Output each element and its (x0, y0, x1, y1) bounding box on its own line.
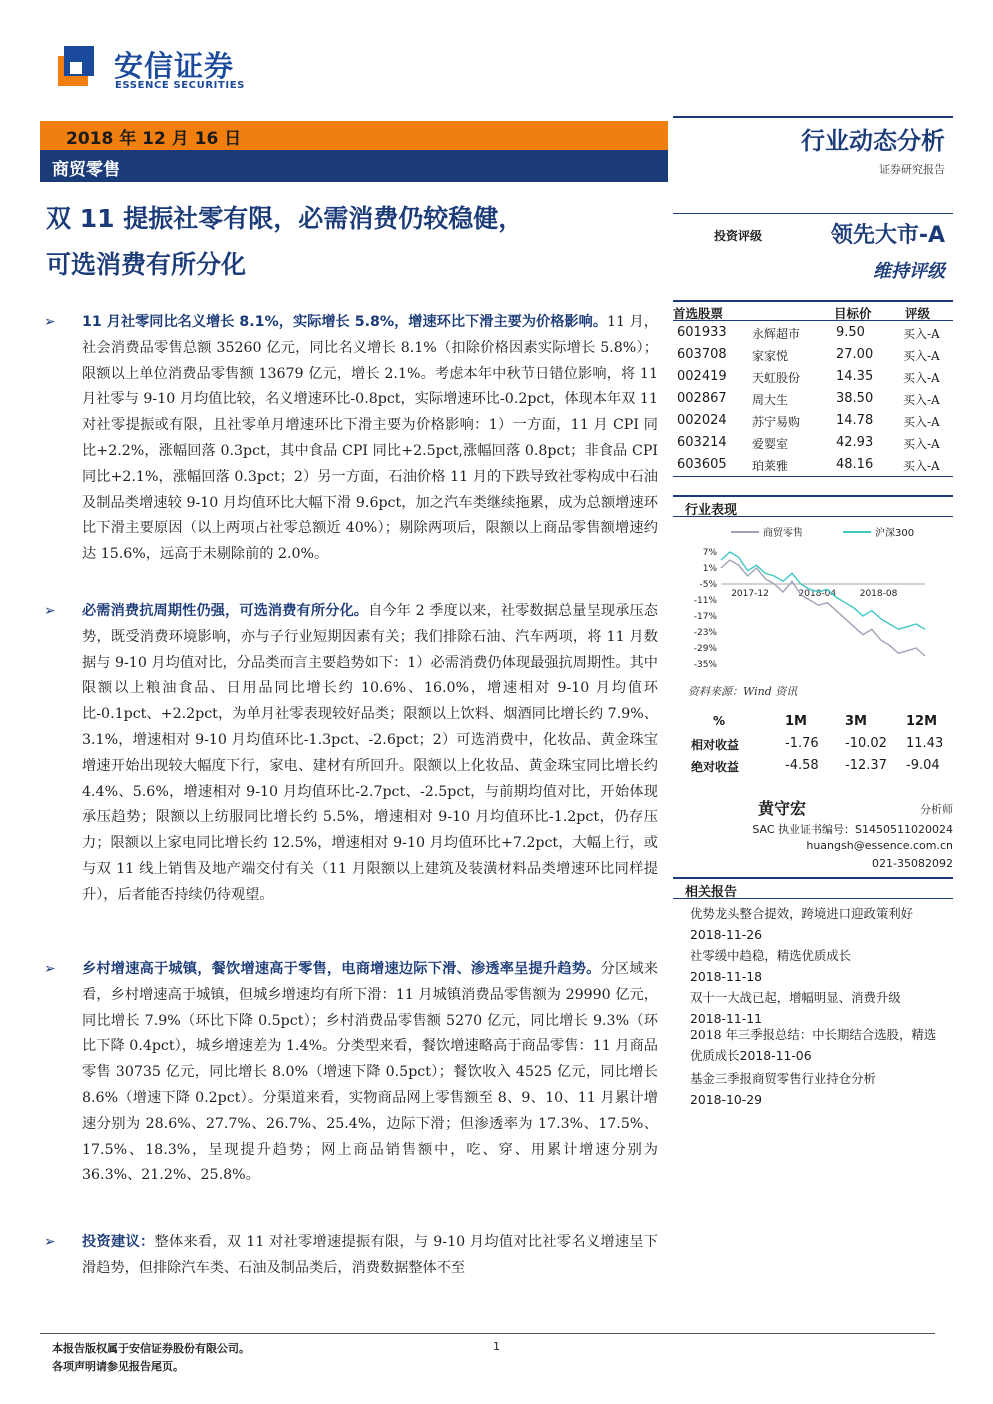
related-report-title: 基金三季报商贸零售行业持仓分析 (690, 1071, 876, 1086)
divider (673, 213, 953, 214)
source-note: 资料来源：Wind 资讯 (688, 685, 798, 698)
related-report-item[interactable] (690, 903, 948, 945)
stock-name: 家家悦 (752, 349, 789, 363)
footer-disclaimer: 各项声明请参见报告尾页。 (52, 1360, 184, 1373)
related-report-date: 2018-11-11 (690, 1011, 763, 1026)
x-tick-label: 2018-08 (859, 589, 898, 599)
related-title: 相关报告 (673, 877, 953, 899)
series-line-0 (721, 560, 925, 656)
related-report-item[interactable] (690, 1024, 948, 1066)
stock-rating: 买入-A (903, 415, 940, 429)
perf-label: 相对收益 (691, 738, 740, 752)
perf-value: -12.37 (845, 758, 887, 773)
headline-line1: 双 11 提振社零有限，必需消费仍较稳健， (46, 204, 524, 233)
body-paragraph (44, 599, 658, 941)
header-target: 目标价 (834, 306, 872, 321)
bullet-arrow-icon: ➢ (44, 314, 56, 330)
analyst-phone: 021-35082092 (872, 857, 953, 870)
industry-line-chart (673, 518, 953, 678)
perf-header: % (713, 714, 726, 728)
paragraph-lead: 必需消费抗周期性仍强，可选消费有所分化。 (82, 603, 369, 619)
rating-value: 领先大市-A (830, 223, 945, 248)
stock-target: 38.50 (836, 391, 874, 406)
divider (673, 476, 953, 477)
stock-name: 苏宁易购 (752, 415, 801, 429)
footer-divider (40, 1333, 935, 1334)
stock-name: 永辉超市 (752, 327, 801, 341)
bullet-arrow-icon: ➢ (44, 603, 56, 619)
stock-name: 珀莱雅 (752, 459, 789, 473)
bullet-arrow-icon: ➢ (44, 961, 56, 977)
perf-value: -9.04 (906, 758, 940, 773)
page-number: 1 (493, 1340, 500, 1353)
stock-target: 48.16 (836, 457, 874, 472)
stock-rating: 买入-A (903, 349, 940, 363)
performance-table (673, 711, 953, 777)
related-report-title: 社零缓中趋稳，精选优质成长 (690, 948, 852, 963)
related-report-title: 双十一大战已起，增幅明显、消费升级 (690, 990, 901, 1005)
perf-header: 12M (906, 714, 938, 729)
stock-code: 603605 (677, 457, 727, 472)
stock-name: 爱婴室 (752, 437, 789, 451)
stock-rating: 买入-A (903, 437, 940, 451)
paragraph-text: 分区域来看，乡村增速高于城镇，但城乡增速均有所下滑：11 月城镇消费品零售额为 29990 亿元，同比增长 7.9%（环比下降 0.5pct）；乡村消费品零售额 5270 亿元，同比增长 9.3%（环比下降 0.4pct），城乡增速差为 1.4%。分类型来看，餐饮增速略高于商品零售：11 月商品零售 30735 亿元，同比增长 8.0%（增速下降 0.5pct）；餐饮收入 4525 亿元，同比增长 8.6%（增速下降 0.2pct）。分渠道来看，实物商品网上零售额至 8、9、10、11 月累计增速分别为 28.6%、27.7%、26.7%、25.4%，边际下滑；但渗透率为 17.3%、17.5%、17.5%、18.3%，呈现提升趋势；网上商品销售额中，吃、穿、用累计增速分别为 36.3%、21.2%、25.8%。 (82, 961, 658, 1184)
y-tick-label: -5% (699, 580, 717, 590)
report-body (44, 310, 658, 1298)
legend-label: 沪深300 (875, 528, 915, 539)
divider (673, 116, 953, 118)
y-tick-label: -23% (693, 628, 717, 638)
stock-table-header (673, 300, 953, 321)
logo-name-cn: 安信证券 (114, 49, 235, 83)
related-report-date: 2018-11-06 (739, 1048, 812, 1063)
performance-row (673, 733, 953, 755)
stock-rating: 买入-A (903, 327, 940, 341)
stock-name: 天虹股份 (752, 371, 801, 385)
stock-code: 601933 (677, 325, 727, 340)
company-logo (52, 42, 267, 102)
stock-row (673, 322, 953, 344)
x-tick-label: 2017-12 (731, 589, 769, 599)
header-rating: 评级 (905, 306, 931, 321)
y-tick-label: -17% (693, 612, 717, 622)
stock-target: 27.00 (836, 347, 874, 362)
footer-copyright: 本报告版权属于安信证券股份有限公司。 (52, 1342, 250, 1355)
perf-value: -1.76 (785, 736, 819, 751)
perf-value: 11.43 (906, 736, 944, 751)
related-report-date: 2018-10-29 (690, 1092, 763, 1107)
stock-row (673, 366, 953, 388)
analyst-cert: SAC 执业证书编号：S1450511020024 (752, 823, 953, 836)
stock-code: 002024 (677, 413, 727, 428)
stock-row (673, 410, 953, 432)
perf-header: 1M (785, 714, 807, 729)
paragraph-text: 11 月，社会消费品零售总额 35260 亿元，同比名义增长 8.1%（扣除价格因素实际增长 5.8%）；限额以上单位消费品零售额 13679 亿元，增长 2.1%。考虑本年中秋节日错位影响，将 11 月社零与 9-10 月均值比较，名义增速环比-0.8pct，实际增速环比-0.2pct，体现本年双 11 对社零提振或有限，且社零单月增速环比下滑主要为价格影响：1）一方面，11 月 CPI 同比+2.2%，涨幅回落 0.3pct，其中食品 CPI 同比+2.5pct,涨幅回落 0.8pct；非食品 CPI 同比+2.1%，涨幅回落 0.3pct；2）另一方面，石油价格 11 月的下跌导致社零构成中石油及制品类增速较 9-10 月均值环比大幅下滑 9.6pct，加之汽车类继续拖累，成为总额增速环比下滑主要原因（以上两项占社零总额近 40%）；剔除两项后，限额以上商品零售额增速约达 15.6%，远高于未剔除前的 2.0%。 (82, 314, 658, 563)
industry-title: 行业表现 (673, 495, 953, 517)
stock-code: 603708 (677, 347, 727, 362)
paragraph-lead: 乡村增速高于城镇，餐饮增速高于零售，电商增速边际下滑、渗透率呈提升趋势。 (82, 961, 601, 977)
stock-target: 42.93 (836, 435, 874, 450)
rating-note: 维持评级 (873, 261, 945, 282)
sector-name: 商贸零售 (52, 160, 120, 180)
report-type: 行业动态分析 (801, 127, 945, 155)
y-tick-label: -11% (693, 596, 717, 606)
analyst-email[interactable]: huangsh@essence.com.cn (806, 839, 953, 852)
paragraph-lead: 投资建议： (82, 1234, 155, 1250)
perf-value: -4.58 (785, 758, 819, 773)
legend-label: 商贸零售 (763, 528, 803, 539)
headline (46, 196, 523, 288)
related-report-item[interactable] (690, 945, 948, 987)
y-tick-label: 7% (702, 548, 717, 558)
related-report-title: 优势龙头整合提效，跨境进口迎政策利好 (690, 906, 914, 921)
stock-row (673, 432, 953, 454)
sector-bar (40, 150, 668, 182)
stock-name: 周大生 (752, 393, 789, 407)
paragraph-text: 自今年 2 季度以来，社零数据总量呈现承压态势，既受消费环境影响，亦与子行业短期因素有关；我们排除石油、汽车两项，将 11 月数据与 9-10 月均值对比，分品类而言主要趋势如下：1）必需消费仍体现最强抗周期性。其中限额以上粮油食品、日用品同比增长约 10.6%、16.0%，增速相对 9-10 月均值环比-0.1pct、+2.2pct，为单月社零表现较好品类；限额以上饮料、烟酒同比增长约 7.9%、3.1%，增速相对 9-10 月均值环比-1.3pct、-2.6pct；2）可选消费中，化妆品、黄金珠宝增速开始出现较大幅度下行，家电、建材有所回升。限额以上化妆品、黄金珠宝同比增长约 4.4%、5.6%，增速相对 9-10 月均值环比-2.7pct、-2.5pct，与前期均值对比，开始体现承压趋势；限额以上纺服同比增长约 5.5%，增速相对 9-10 月均值环比-1.2pct，仍存压力；限额以上家电同比增长约 12.5%，增速相对 9-10 月均值环比+7.2pct，大幅上行，或与双 11 线上销售及地产端交付有关（11 月限额以上建筑及装潢材料品类增速环比同样提升），后者能否持续仍待观望。 (82, 603, 658, 903)
analyst-role: 分析师 (920, 803, 953, 816)
stock-code: 002419 (677, 369, 727, 384)
stock-target: 14.78 (836, 413, 874, 428)
y-tick-label: 1% (702, 564, 717, 574)
bullet-arrow-icon: ➢ (44, 1234, 56, 1250)
stock-rating: 买入-A (903, 371, 940, 385)
related-report-title: 2018 年三季报总结：中长期结合选股，精选优质成长 (690, 1027, 937, 1063)
body-paragraph (44, 957, 658, 1214)
y-tick-label: -35% (693, 660, 717, 670)
date-bar (40, 121, 668, 150)
logo-mark-icon (52, 42, 100, 94)
performance-header (673, 711, 953, 733)
paragraph-lead: 11 月社零同比名义增长 8.1%，实际增长 5.8%，增速环比下滑主要为价格影响。 (82, 314, 608, 330)
stock-row (673, 454, 953, 476)
stock-code: 603214 (677, 435, 727, 450)
y-tick-label: -29% (693, 644, 717, 654)
perf-header: 3M (845, 714, 867, 729)
stock-code: 002867 (677, 391, 727, 406)
perf-value: -10.02 (845, 736, 887, 751)
report-subtype: 证券研究报告 (879, 163, 945, 176)
related-report-date: 2018-11-26 (690, 927, 763, 942)
body-paragraph (44, 310, 658, 583)
logo-name-en: ESSENCE SECURITIES (115, 80, 245, 91)
related-report-item[interactable] (690, 1068, 948, 1110)
body-paragraph (44, 1230, 658, 1282)
stock-row (673, 344, 953, 366)
stock-rating: 买入-A (903, 393, 940, 407)
stock-target: 14.35 (836, 369, 874, 384)
analyst-name: 黄守宏 (758, 799, 807, 818)
rating-label: 投资评级 (714, 229, 763, 243)
stock-row (673, 388, 953, 410)
related-report-date: 2018-11-18 (690, 969, 763, 984)
headline-line2: 可选消费有所分化 (46, 250, 247, 279)
performance-row (673, 755, 953, 777)
header-name: 首选股票 (673, 306, 724, 321)
stock-target: 9.50 (836, 325, 865, 340)
report-date: 2018 年 12 月 16 日 (66, 129, 242, 149)
perf-label: 绝对收益 (691, 760, 740, 774)
related-report-item[interactable] (690, 987, 948, 1029)
paragraph-text: 整体来看，双 11 对社零增速提振有限，与 9-10 月均值对比社零名义增速呈下滑趋势，但排除汽车类、石油及制品类后，消费数据整体不至 (82, 1234, 658, 1276)
x-tick-label: 2018-04 (798, 589, 837, 599)
stock-rating: 买入-A (903, 459, 940, 473)
